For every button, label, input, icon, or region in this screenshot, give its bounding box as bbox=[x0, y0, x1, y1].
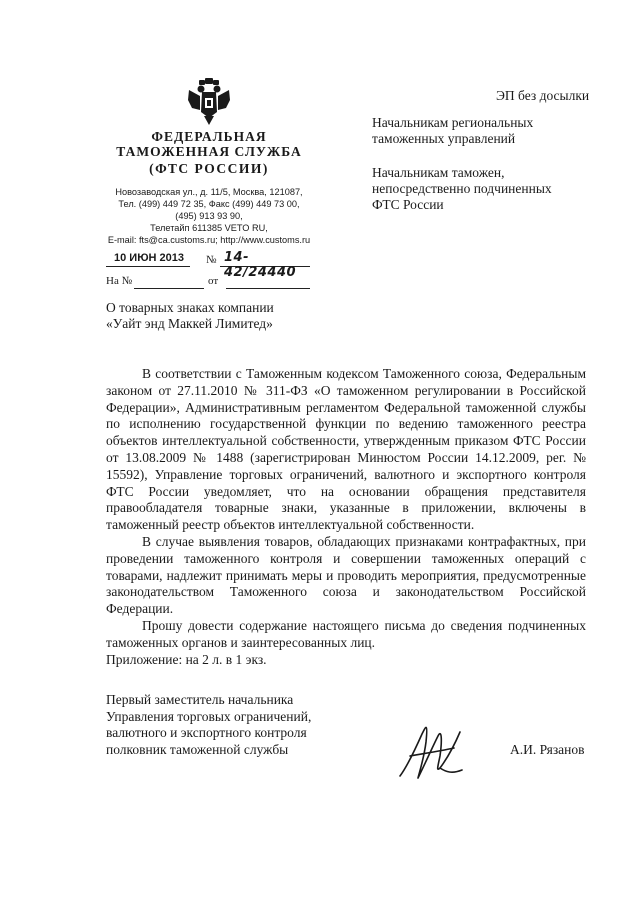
addressee-2-line2: непосредственно подчиненных bbox=[372, 181, 552, 196]
body-paragraph-3: Прошу довести содержание настоящего письма до сведения подчиненных таможенных органов и заинтересованных лиц. bbox=[106, 617, 586, 650]
org-name-line2: ТАМОЖЕННАЯ СЛУЖБА bbox=[116, 144, 302, 159]
reg-date-field bbox=[106, 254, 190, 267]
body-paragraph-2: В случае выявления товаров, обладающих признаками контрафактных, при проведении таможенного контроля и совершении таможенных операций с товарами, надлежит принимать меры и проводить мероприятия, предусмотренные законодательством Таможенного союза и законодательством Российской Федерации. bbox=[106, 533, 586, 617]
addressee-1-line2: таможенных управлений bbox=[372, 131, 516, 146]
teletype-line: Телетайп 611385 VETO RU, bbox=[150, 223, 268, 233]
addressee-2-line3: ФТС России bbox=[372, 197, 444, 212]
letter-body bbox=[106, 366, 586, 652]
addressee-2-line1: Начальникам таможен, bbox=[372, 165, 505, 180]
handwritten-signature bbox=[396, 712, 468, 788]
signatory-title-line3: валютного и экспортного контроля bbox=[106, 725, 307, 740]
subject-line2: «Уайт энд Маккей Лимитед» bbox=[106, 316, 273, 331]
ref-date-field bbox=[226, 276, 310, 289]
signatory-title bbox=[106, 692, 346, 758]
signatory-title-line2: Управления торговых ограничений, bbox=[106, 708, 312, 724]
double-headed-eagle-icon bbox=[186, 78, 232, 126]
ref-label: На № bbox=[106, 275, 133, 287]
phone-line: (495) 913 93 90, bbox=[175, 211, 243, 221]
email-line: E-mail: fts@ca.customs.ru; http://www.customs.ru bbox=[107, 235, 311, 245]
ref-from-label: от bbox=[208, 275, 219, 287]
reg-no-field bbox=[220, 250, 310, 280]
address-line: Новозаводская ул., д. 11/5, Москва, 121087, bbox=[115, 187, 303, 197]
header-note: ЭП без досылки bbox=[496, 88, 590, 103]
org-name-line1: ФЕДЕРАЛЬНАЯ bbox=[151, 129, 267, 144]
body-paragraph-1: В соответствии с Таможенным кодексом Таможенного союза, Федеральным законом от 27.11.2010 № 311-ФЗ «О таможенном регулировании в Российской Федерации», Административным регламентом Федеральной таможенной службы по исполнению государственной функции по ведению таможенного реестра объектов интеллектуальной собственности, утвержденным приказом ФТС России от 13.08.2009 № 1488 (зарегистрирован Минюстом России 14.12.2009, рег. № 15592), Управление торговых ограничений, валютного и экспортного контроля ФТС России уведомляет, что на основании обращения представителя правообладателя товарные знаки, указанные в приложении, включены в таможенный реестр объектов интеллектуальной собственности. bbox=[106, 366, 586, 533]
addressee-1-line1: Начальникам региональных bbox=[372, 115, 534, 130]
subject-line1: О товарных знаках компании bbox=[106, 300, 274, 315]
signatory-title-line4: полковник таможенной службы bbox=[106, 741, 289, 757]
attachment-note: Приложение: на 2 л. в 1 экз. bbox=[106, 652, 267, 667]
reg-no: 14-42/24440 bbox=[224, 250, 297, 280]
org-abbr: (ФТС РОССИИ) bbox=[149, 161, 269, 176]
reg-no-label: № bbox=[206, 254, 217, 266]
signatory-title-line1: Первый заместитель начальника bbox=[106, 692, 294, 707]
signatory-name: А.И. Рязанов bbox=[510, 742, 585, 757]
reg-date: 10 ИЮН 2013 bbox=[114, 252, 185, 264]
ref-no-field bbox=[134, 276, 204, 289]
phone-fax-line: Тел. (499) 449 72 35, Факс (499) 449 73 00, bbox=[118, 199, 300, 209]
